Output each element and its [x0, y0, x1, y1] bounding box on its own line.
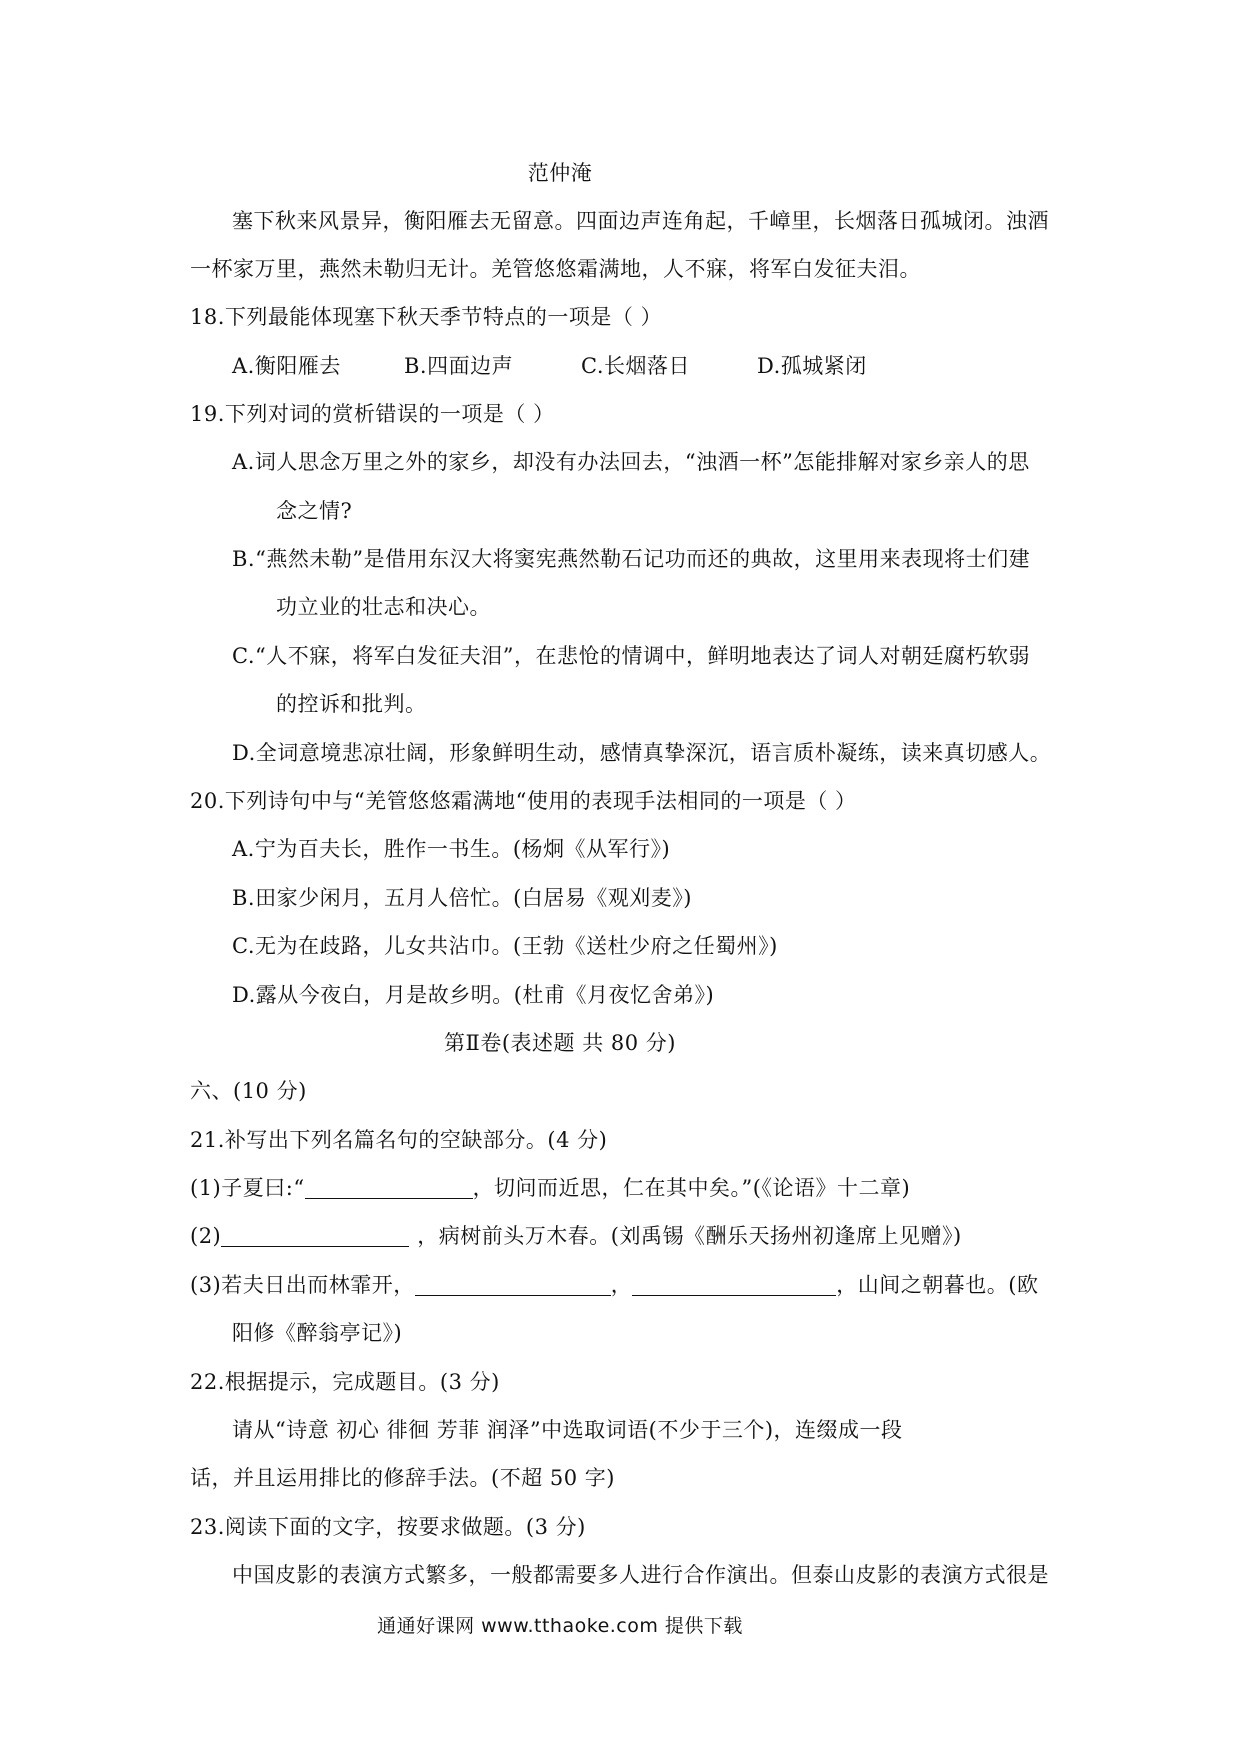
question-21-sentence-3	[190, 1270, 1038, 1300]
question-18-option-c: C.长烟落日	[581, 354, 690, 378]
question-21-sentence-2	[190, 1221, 962, 1251]
question-23-stem: 23.阅读下面的文字，按要求做题。(3 分)	[190, 1515, 586, 1539]
sentence-2-prefix: (2)	[190, 1224, 222, 1248]
question-19-option-b-line-1: B.“燕然未勒”是借用东汉大将窦宪燕然勒石记功而还的典故，这里用来表现将士们建	[232, 547, 1031, 571]
sentence-3-middle: ，	[610, 1273, 633, 1297]
question-18-stem: 18.下列最能体现塞下秋天季节特点的一项是（ ）	[190, 305, 663, 329]
question-20-option-b: B.田家少闲月，五月人倍忙。(白居易《观刈麦》)	[232, 886, 692, 910]
sentence-1-suffix: ，切问而近思，仁在其中矣。”(《论语》十二章)	[472, 1176, 911, 1200]
question-18-option-d: D.孤城紧闭	[757, 354, 867, 378]
fill-blank-4[interactable]	[632, 1273, 836, 1296]
fill-blank-3[interactable]	[415, 1273, 611, 1296]
question-18-option-a: A.衡阳雁去	[232, 354, 341, 378]
question-20-stem: 20.下列诗句中与“羌管悠悠霜满地“使用的表现手法相同的一项是（ ）	[190, 789, 857, 813]
question-20-option-d: D.露从今夜白，月是故乡明。(杜甫《月夜忆舍弟》)	[232, 983, 715, 1007]
question-19-option-c-line-2: 的控诉和批判。	[276, 692, 427, 716]
question-19-option-a-line-1: A.词人思念万里之外的家乡，却没有办法回去，“浊酒一杯”怎能排解对家乡亲人的思	[232, 450, 1030, 474]
question-18-option-b: B.四面边声	[404, 354, 514, 378]
question-20-option-c: C.无为在歧路，儿女共沾巾。(王勃《送杜少府之任蜀州》)	[232, 934, 778, 958]
question-21-sentence-1	[190, 1173, 910, 1203]
section-2-title: 第Ⅱ卷(表述题 共 80 分)	[444, 1031, 676, 1055]
question-22-line-2: 话，并且运用排比的修辞手法。(不超 50 字)	[190, 1466, 615, 1490]
poem-line-1: 塞下秋来风景异，衡阳雁去无留意。四面边声连角起，千嶂里，长烟落日孤城闭。浊酒	[232, 209, 1049, 233]
question-21-sentence-3-line-2: 阳修《醉翁亭记》)	[232, 1321, 403, 1345]
fill-blank-2[interactable]	[221, 1224, 409, 1247]
sentence-2-suffix: ，病树前头万木春。(刘禹锡《酬乐天扬州初逢席上见赠》)	[417, 1224, 962, 1248]
question-23-line-1: 中国皮影的表演方式繁多，一般都需要多人进行合作演出。但泰山皮影的表演方式很是	[232, 1563, 1049, 1587]
question-22-stem: 22.根据提示，完成题目。(3 分)	[190, 1370, 500, 1394]
question-20-option-a: A.宁为百夫长，胜作一书生。(杨炯《从军行》)	[232, 837, 671, 861]
sentence-3-suffix: ，山间之朝暮也。(欧	[836, 1273, 1039, 1297]
sentence-1-prefix: (1)子夏曰:“	[190, 1176, 305, 1200]
poem-author: 范仲淹	[527, 161, 593, 185]
footer-download-notice: 通通好课网 www.tthaoke.com 提供下载	[377, 1615, 743, 1637]
sentence-3-prefix: (3)若夫日出而林霏开，	[190, 1273, 415, 1297]
question-22-line-1: 请从“诗意 初心 徘徊 芳菲 润泽”中选取词语(不少于三个)，连缀成一段	[232, 1418, 903, 1442]
question-19-option-c-line-1: C.“人不寐，将军白发征夫泪”，在悲怆的情调中，鲜明地表达了词人对朝廷腐朽软弱	[232, 644, 1030, 668]
part-6-heading: 六、(10 分)	[190, 1079, 307, 1103]
question-19-option-b-line-2: 功立业的壮志和决心。	[276, 595, 491, 619]
fill-blank-1[interactable]	[305, 1176, 473, 1199]
question-19-stem: 19.下列对词的赏析错误的一项是（ ）	[190, 402, 555, 426]
poem-line-2: 一杯家万里，燕然未勒归无计。羌管悠悠霜满地，人不寐，将军白发征夫泪。	[190, 257, 921, 281]
question-21-stem: 21.补写出下列名篇名句的空缺部分。(4 分)	[190, 1128, 608, 1152]
question-19-option-d: D.全词意境悲凉壮阔，形象鲜明生动，感情真挚深沉，语言质朴凝练，读来真切感人。	[232, 741, 1052, 765]
question-19-option-a-line-2: 念之情?	[276, 499, 353, 523]
